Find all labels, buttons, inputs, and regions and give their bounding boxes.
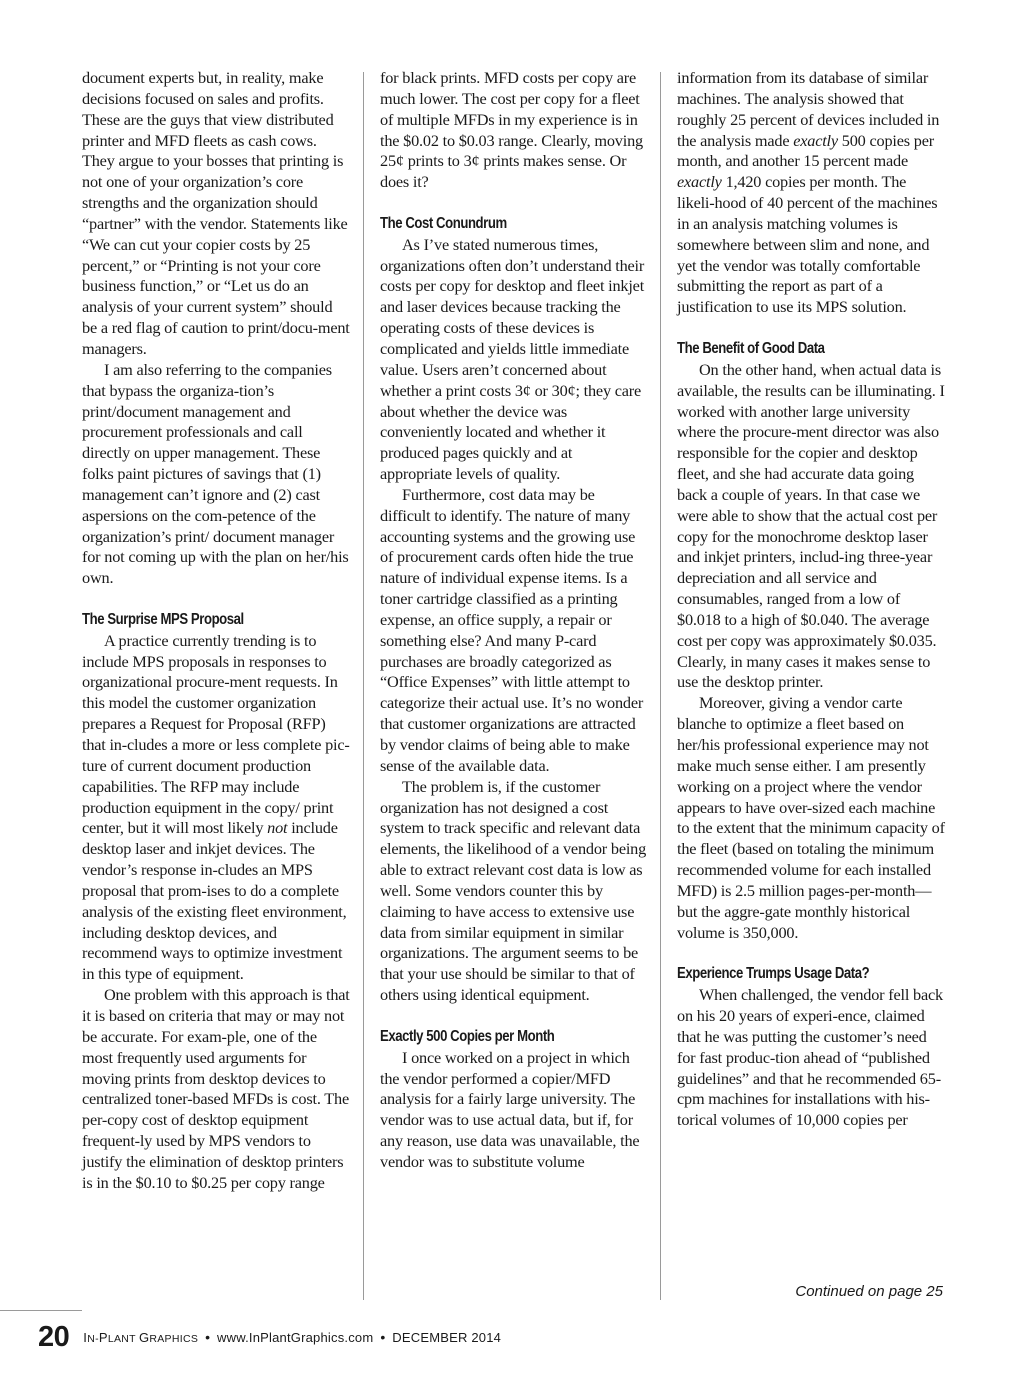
paragraph: for black prints. MFD costs per copy are much lower. The cost per copy for a fleet of multiple MFDs in my experience is in the $0.02 to $0.03 range. Clearly, moving 25¢ prints to 3¢ prints makes sense. Or does it? [380, 68, 643, 192]
paragraph-text: information from its database of similar machines. The analysis showed that roughly 25 percent of devices included in the analysis made [677, 68, 940, 150]
paragraph: Moreover, giving a vendor carte blanche to optimize a fleet based on her/his professional experience may not make much sense either. I am presently working on a project where the vendor appears to have over-sized each machine to the extent that the minimum capacity of the fleet (based on totaling the minimum recommended volume for each installed MFD) is 2.5 million pages-per-month—but the aggre-gate monthly historical volume is 350,000. [677, 693, 945, 942]
footer-rule [0, 1310, 82, 1311]
page-number: 20 [38, 1320, 70, 1353]
paragraph: When challenged, the vendor fell back on his 20 years of experi-ence, claimed that he was putting the customer’s need for fast produc-tion ahead of “published guidelines” and that he recommended 65-cpm machines for installations with his-torical volumes of 10,000 copies per [677, 985, 943, 1130]
column-divider [660, 72, 661, 1300]
column-divider [363, 72, 364, 1300]
emphasis-text: exactly [793, 130, 838, 150]
section-gap [380, 193, 648, 214]
issue-date: DECEMBER 2014 [392, 1329, 502, 1345]
paragraph: I am also referring to the companies that bypass the organiza-tion’s print/document management and procurement professionals and call directly on upper management. These folks paint pictures of savings that (1) management can’t ignore and (2) cast aspersions on the com-petence of the organization’s print/ document manager for not coming up with the plan on her/his own. [82, 359, 349, 588]
section-heading: Experience Trumps Usage Data? [677, 965, 870, 983]
publication-name-part: N [87, 1332, 96, 1345]
bullet-separator: • [380, 1329, 386, 1345]
page-footer [38, 1320, 501, 1354]
section-gap [82, 589, 350, 610]
section-heading: The Surprise MPS Proposal [82, 610, 244, 628]
bullet-separator: • [205, 1329, 211, 1345]
paragraph: Furthermore, cost data may be difficult to identify. The nature of many accounting systems and the growing use of procurement cards often hide the true nature of individual expense items. Is a toner cartridge classified as a printing expense, an office supply, a repair or something else? And many P-card purchases are broadly categorized as “Office Expenses” with little attempt to categorize their actual use. It’s no wonder that customer organizations are attracted by vendor claims of being able to make sense of the available data. [380, 484, 644, 775]
article-column-2 [380, 68, 648, 1173]
paragraph-text: 1,420 copies per month. The likeli-hood of 40 percent of the machines in an analysis matching volumes is somewhere between slim and none, and yet the vendor was totally comfortable submitting the report as part of a justification to use its MPS solution. [677, 172, 938, 317]
continued-note: Continued on page 25 [795, 1283, 943, 1300]
paragraph: As I’ve stated numerous times, organizations often don’t understand their costs per copy for desktop and fleet inkjet and laser devices because tracking the operating costs of these devices is complicated and yields little immediate value. Users aren’t concerned about whether a print costs 3¢ or 30¢; they care about whether the device was conveniently located and whether it produced pages quickly and at appropriate levels of quality. [380, 234, 645, 484]
publication-name-part: LANT [107, 1332, 136, 1345]
publication-name-part: I [83, 1329, 88, 1345]
paragraph-text: 500 copies per month, and another 15 percent made [677, 130, 934, 171]
paragraph: document experts but, in reality, make decisions focused on sales and profits. These are the guys that view distributed printer and MFD fleets as cash cows. They argue to your bosses that printing is not one of your organization’s core strengths and the organization should “partner” with the vendor. Statements like “We can cut your copier costs by 25 percent,” or “Printing is not your core business function,” or “Let us do an analysis of your current system” should be a red flag of caution to print/docu-ment managers. [82, 68, 350, 358]
paragraph [677, 68, 947, 318]
publication-name-part: P [98, 1329, 108, 1345]
publication-name [83, 1330, 198, 1345]
section-heading: The Cost Conundrum [380, 214, 507, 232]
publication-name-part: RAPHICS [149, 1332, 199, 1345]
paragraph: The problem is, if the customer organization has not designed a cost system to track specific and relevant data elements, the likelihood of a vendor being able to extract relevant cost data is low as well. Some vendors counter this by claiming to have access to extensive use data from similar equipment in similar organizations. The argument seems to be that your use should be similar to that of others using identical equipment. [380, 776, 647, 1005]
section-heading: The Benefit of Good Data [677, 339, 825, 357]
article-column-3 [677, 68, 947, 1131]
emphasis-text: exactly [677, 172, 722, 192]
paragraph: One problem with this approach is that it is based on criteria that may or may not be accurate. For exam-ple, one of the most frequently used arguments for moving prints from desktop devices to centralized toner-based MFDs is cost. The per-copy cost of desktop equipment frequent-ly used by MPS vendors to justify the elimination of desktop printers is in the $0.10 to $0.25 per copy range [82, 985, 350, 1192]
section-gap [677, 943, 947, 964]
section-gap [677, 318, 947, 339]
section-gap [380, 1006, 648, 1027]
paragraph: I once worked on a project in which the vendor performed a copier/MFD analysis for a fairly large university. The vendor was to use actual data, but if, for any reason, use data was unavailable, the vendor was to substitute volume [380, 1047, 640, 1171]
publication-name-part: G [138, 1329, 150, 1345]
website-url: www.InPlantGraphics.com [217, 1329, 374, 1345]
emphasis-text: not [267, 818, 288, 838]
publication-name-part: - [95, 1332, 99, 1345]
section-heading: Exactly 500 Copies per Month [380, 1027, 555, 1045]
paragraph-text: A practice currently trending is to include MPS proposals in responses to organizational procure-ment requests. In this model the customer organization prepares a Request for Proposal (RFP) that in-cludes a more or less complete pic-ture of current document production capabilities. The RFP may include production equipment in the copy/ print center, but it will most likely [82, 630, 350, 838]
article-column-1 [82, 68, 350, 1194]
paragraph: On the other hand, when actual data is available, the results can be illuminating. I worked with another large university where the procure-ment director was also responsible for the copier and desktop fleet, and she had accurate data going back a couple of years. In that case we were able to show that the actual cost per copy for the monochrome desktop laser and inkjet printers, includ-ing three-year depreciation and all service and consumables, ranged from a low of $0.018 to a high of $0.040. The average cost per copy was approximately $0.035. Clearly, in many cases it makes sense to use the desktop printer. [677, 359, 945, 692]
paragraph-text: include desktop laser and inkjet devices. The vendor’s response in-cludes an MPS proposal that prom-ises to do a complete analysis of the existing fleet environment, including desktop devices, and recommend ways to optimize investment in this type of equipment. [82, 818, 347, 984]
paragraph [82, 631, 350, 985]
